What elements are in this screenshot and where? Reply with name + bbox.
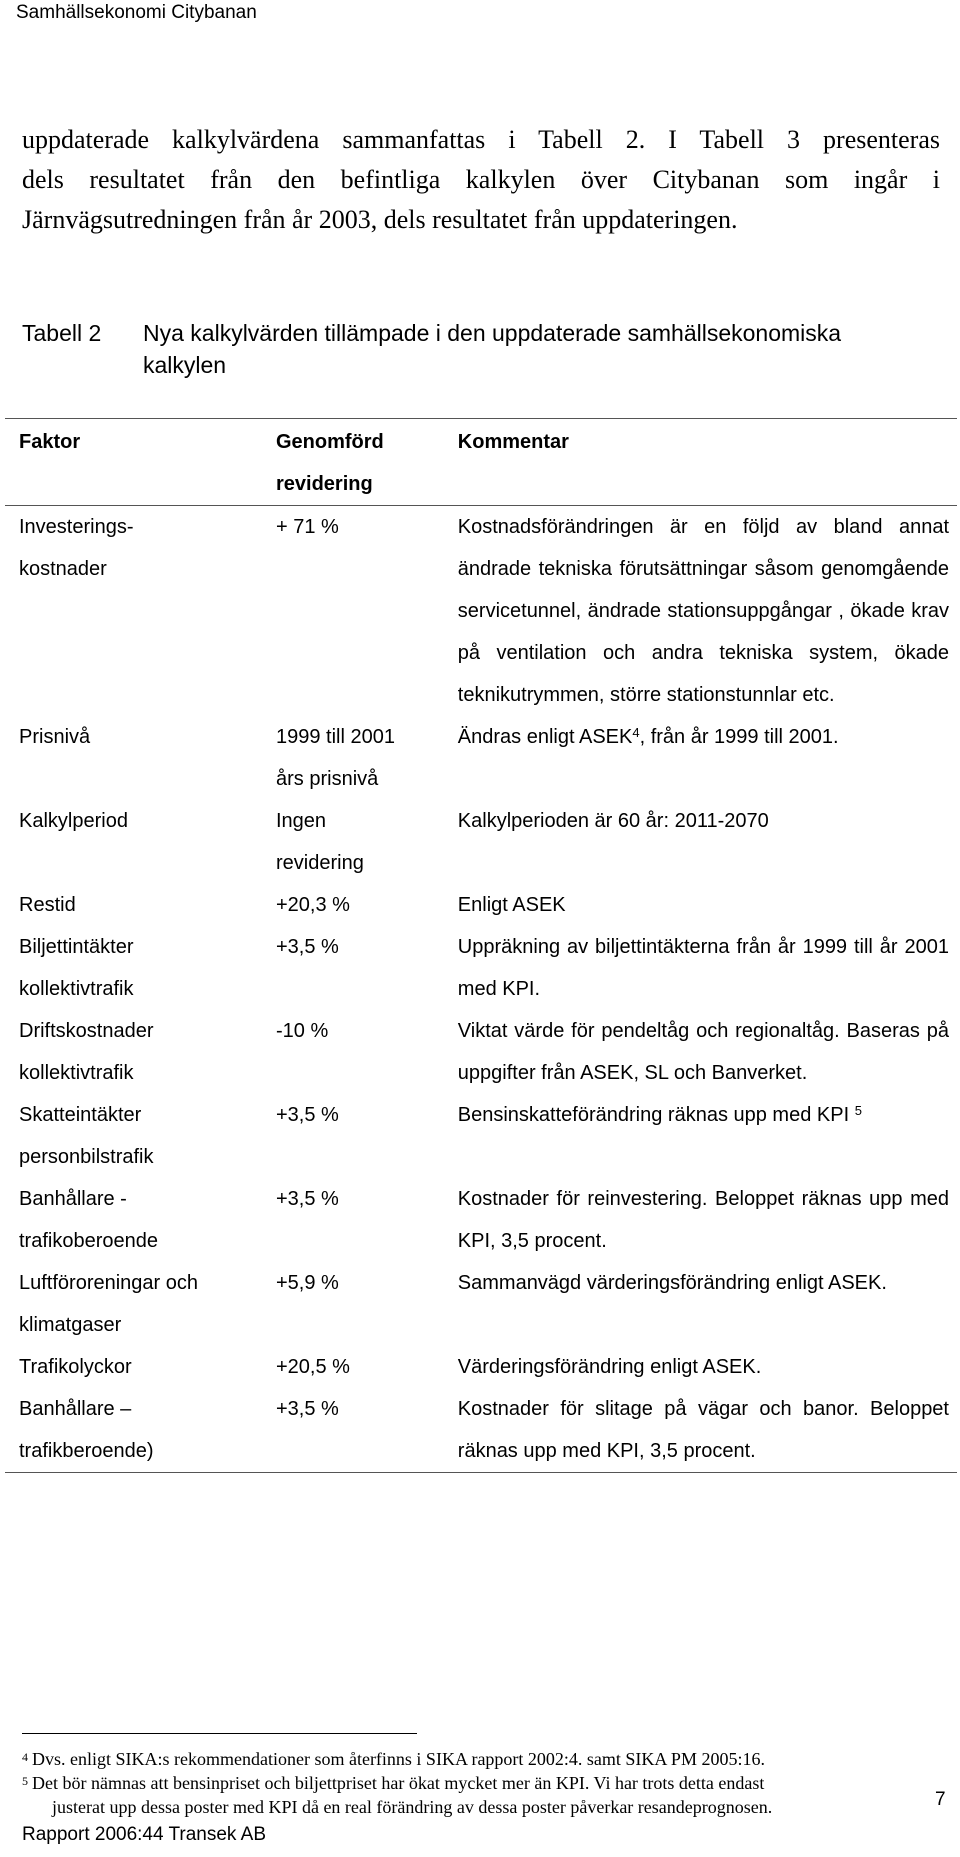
- cell-kommentar: Kalkylperioden är 60 år: 2011-2070: [457, 810, 769, 832]
- intro-line: Järnvägsutredningen från år 2003, dels resultatet från uppdateringen.: [22, 205, 738, 234]
- cell-kommentar: Sammanvägd värderingsförändring enligt ASEK.: [457, 1272, 887, 1294]
- kalkyl-table: [5, 418, 957, 1473]
- cell-kommentar: Kostnadsförändringen är en följd av bland annat ändrade tekniska förutsättningar såsom genomgående servicetunnel, ändrade stationsuppgångar , ökade krav på ventilation och andra tekniska system, ökade teknikutrymmen, större stationstunnlar etc.: [457, 516, 949, 706]
- running-header: Samhällsekonomi Citybanan: [16, 2, 257, 23]
- cell-faktor: Investerings-kostnader: [19, 516, 134, 580]
- table-row: [5, 1346, 957, 1388]
- table-caption-label: Tabell 2: [22, 320, 102, 346]
- cell-revidering: +20,5 %: [276, 1356, 350, 1378]
- cell-faktor: Biljettintäkter kollektivtrafik: [19, 936, 134, 1000]
- cell-kommentar-text: Ändras enligt ASEK: [457, 726, 633, 748]
- intro-line: uppdaterade kalkylvärdena sammanfattas i Tabell 2. I Tabell 3 presenteras: [22, 125, 940, 154]
- footnote-4: [22, 1747, 765, 1771]
- footnote-mark: 5: [22, 1774, 28, 1788]
- cell-kommentar: [444, 716, 957, 800]
- table-row: [5, 1178, 957, 1262]
- cell-kommentar: Uppräkning av biljettintäkterna från år 1999 till år 2001 med KPI.: [457, 936, 949, 1000]
- cell-faktor: Banhållare – trafikberoende): [5, 1388, 262, 1473]
- intro-line: dels resultatet från den befintliga kalkylen över Citybanan som ingår i: [22, 165, 940, 194]
- footnote-ref: 4: [632, 725, 640, 740]
- page-number: 7: [935, 1789, 946, 1810]
- cell-kommentar: [444, 1094, 957, 1178]
- column-header-kommentar: Kommentar: [444, 419, 957, 506]
- cell-revidering: +3,5 %: [262, 1388, 444, 1473]
- column-header-faktor: Faktor: [5, 419, 262, 506]
- footnote-5-continued: justerat upp dessa poster med KPI då en real förändring av dessa poster påverkar resandeprognosen.: [52, 1797, 773, 1817]
- table-row: [5, 884, 957, 926]
- cell-revidering: +5,9 %: [276, 1272, 339, 1294]
- cell-revidering: -10 %: [276, 1020, 329, 1042]
- table-caption-text: Nya kalkylvärden tillämpade i den uppdaterade samhällsekonomiska kalkylen: [143, 320, 842, 378]
- table-row: [5, 1388, 957, 1473]
- table-row: [5, 506, 957, 717]
- cell-revidering: +20,3 %: [276, 894, 350, 916]
- cell-kommentar: Värderingsförändring enligt ASEK.: [457, 1356, 762, 1378]
- footnote-5: [22, 1771, 764, 1795]
- footnote-mark: 4: [22, 1750, 28, 1764]
- cell-kommentar-text: Bensinskatteförändring räknas upp med KPI: [457, 1104, 855, 1126]
- cell-kommentar: Kostnader för slitage på vägar och banor. Beloppet räknas upp med KPI, 3,5 procent.: [444, 1388, 957, 1473]
- footnote-separator: [22, 1733, 417, 1734]
- table-header-row: [5, 419, 957, 506]
- table-row: [5, 926, 957, 1010]
- table-row: [5, 716, 957, 800]
- table-row: [5, 1262, 957, 1346]
- cell-faktor: Prisnivå: [19, 726, 91, 748]
- table-row: [5, 1094, 957, 1178]
- table-row: [5, 1010, 957, 1094]
- cell-faktor: Luftföroreningar och klimatgaser: [19, 1272, 199, 1336]
- cell-revidering: Ingen revidering: [276, 810, 364, 874]
- cell-kommentar: Enligt ASEK: [457, 894, 566, 916]
- cell-revidering: 1999 till 2001 års prisnivå: [276, 726, 395, 790]
- cell-faktor: Kalkylperiod: [19, 810, 128, 832]
- footnote-text: Det bör nämnas att bensinpriset och biljettpriset har ökat mycket mer än KPI. Vi har trots detta endast: [32, 1773, 765, 1793]
- intro-paragraph: [22, 120, 940, 240]
- column-header-revidering: Genomförd revidering: [262, 419, 444, 506]
- cell-faktor: Restid: [19, 894, 76, 916]
- footnote-text: Dvs. enligt SIKA:s rekommendationer som återfinns i SIKA rapport 2002:4. samt SIKA PM 2005:16.: [32, 1749, 765, 1769]
- cell-faktor: Skatteintäkter personbilstrafik: [19, 1104, 154, 1168]
- footnote-ref: 5: [854, 1103, 862, 1118]
- cell-revidering: +3,5 %: [276, 936, 339, 958]
- cell-faktor: Banhållare - trafikoberoende: [19, 1188, 158, 1252]
- cell-revidering: + 71 %: [276, 516, 339, 538]
- cell-faktor: Trafikolyckor: [19, 1356, 132, 1378]
- running-footer: Rapport 2006:44 Transek AB: [22, 1824, 266, 1845]
- cell-revidering: +3,5 %: [276, 1188, 339, 1210]
- cell-faktor: Driftskostnader kollektivtrafik: [19, 1020, 154, 1084]
- cell-kommentar: Kostnader för reinvestering. Beloppet räknas upp med KPI, 3,5 procent.: [457, 1188, 949, 1252]
- table-row: [5, 800, 957, 884]
- cell-kommentar-text: , från år 1999 till 2001.: [639, 726, 839, 748]
- cell-kommentar: Viktat värde för pendeltåg och regionaltåg. Baseras på uppgifter från ASEK, SL och Banverket.: [457, 1020, 949, 1084]
- cell-revidering: +3,5 %: [276, 1104, 339, 1126]
